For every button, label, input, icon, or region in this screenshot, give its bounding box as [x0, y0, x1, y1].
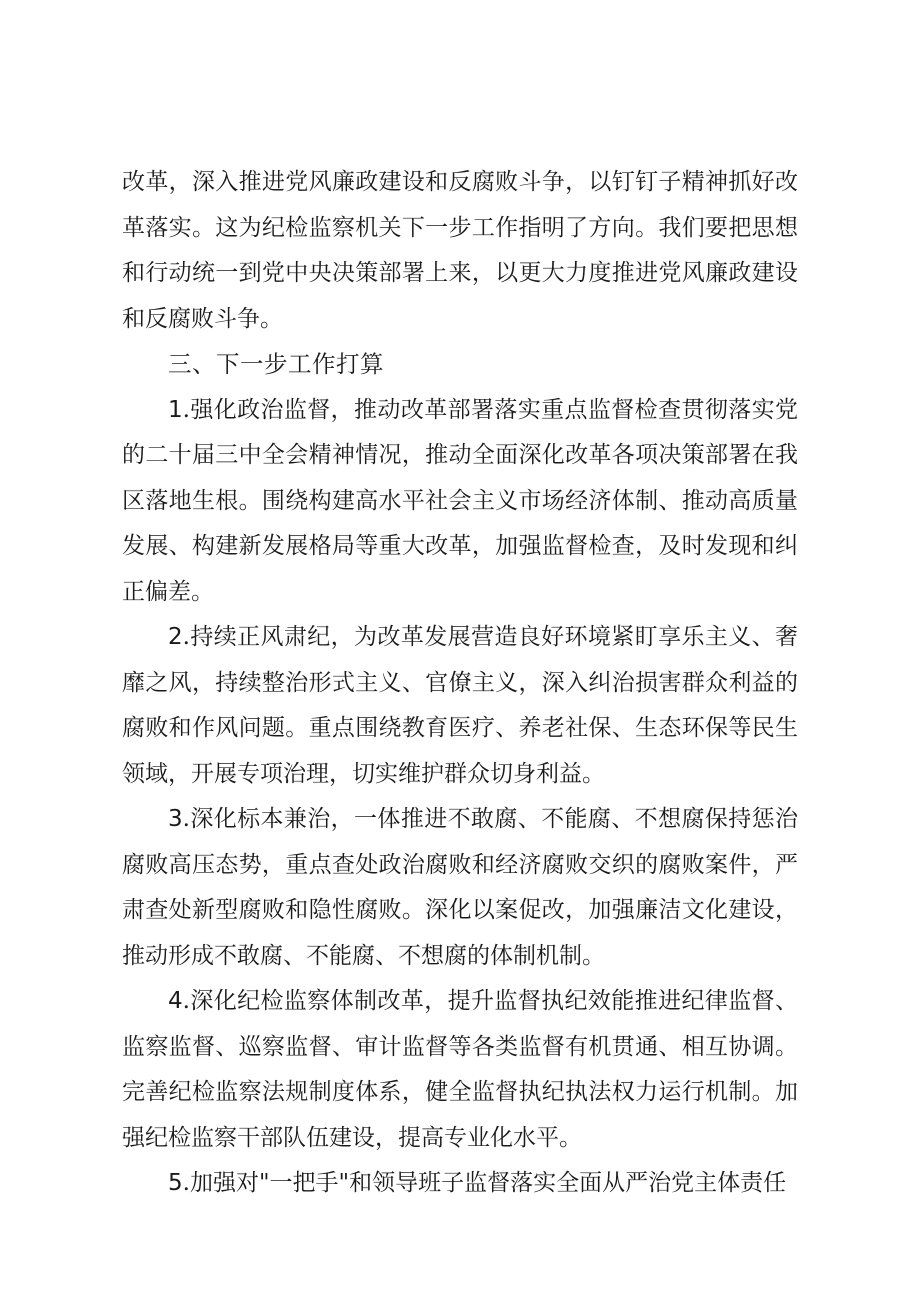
item-text: .深化标本兼治，一体推进不敢腐、不能腐、不想腐保持惩治腐败高压态势，重点查处政治腐败和经济腐败交织的腐败案件，严肃查处新型腐败和隐性腐败。深化以案促改，加强廉洁文化建设，推动形成不敢腐、不能腐、不想腐的体制机制。 — [122, 806, 798, 969]
item-number: 4 — [168, 988, 183, 1014]
list-item-2 — [122, 615, 798, 797]
item-number: 5 — [168, 1170, 183, 1196]
list-item-3 — [122, 797, 798, 979]
list-item-5 — [122, 1161, 798, 1207]
list-item-4 — [122, 979, 798, 1161]
item-text: .深化纪检监察体制改革，提升监督执纪效能推进纪律监督、监察监督、巡察监督、审计监督等各类监督有机贯通、相互协调。完善纪检监察法规制度体系，健全监督执纪执法权力运行机制。加强纪检监察干部队伍建设，提高专业化水平。 — [122, 988, 798, 1151]
item-number: 1 — [168, 396, 183, 423]
item-number: 2 — [168, 624, 183, 650]
document-body — [122, 160, 798, 1207]
item-text: .强化政治监督，推动改革部署落实重点监督检查贯彻落实党的二十届三中全会精神情况，推动全面深化改革各项决策部署在我区落地生根。围绕构建高水平社会主义市场经济体制、推动高质量发展、构建新发展格局等重大改革，加强监督检查，及时发现和纠正偏差。 — [122, 396, 798, 605]
continuation-paragraph: 改革，深入推进党风廉政建设和反腐败斗争，以钉钉子精神抓好改革落实。这为纪检监察机关下一步工作指明了方向。我们要把思想和行动统一到党中央决策部署上来，以更大力度推进党风廉政建设和反腐败斗争。 — [122, 169, 798, 332]
item-text: .持续正风肃纪，为改革发展营造良好环境紧盯享乐主义、奢靡之风，持续整治形式主义、官僚主义，深入纠治损害群众利益的腐败和作风问题。重点围绕教育医疗、养老社保、生态环保等民生领域，开展专项治理，切实维护群众切身利益。 — [122, 624, 798, 787]
item-text: .加强对"一把手"和领导班子监督落实全面从严治党主体责任 — [182, 1170, 787, 1196]
item-number: 3 — [168, 806, 183, 832]
list-item-1 — [122, 388, 798, 616]
section-heading: 三、下一步工作打算 — [168, 350, 384, 378]
